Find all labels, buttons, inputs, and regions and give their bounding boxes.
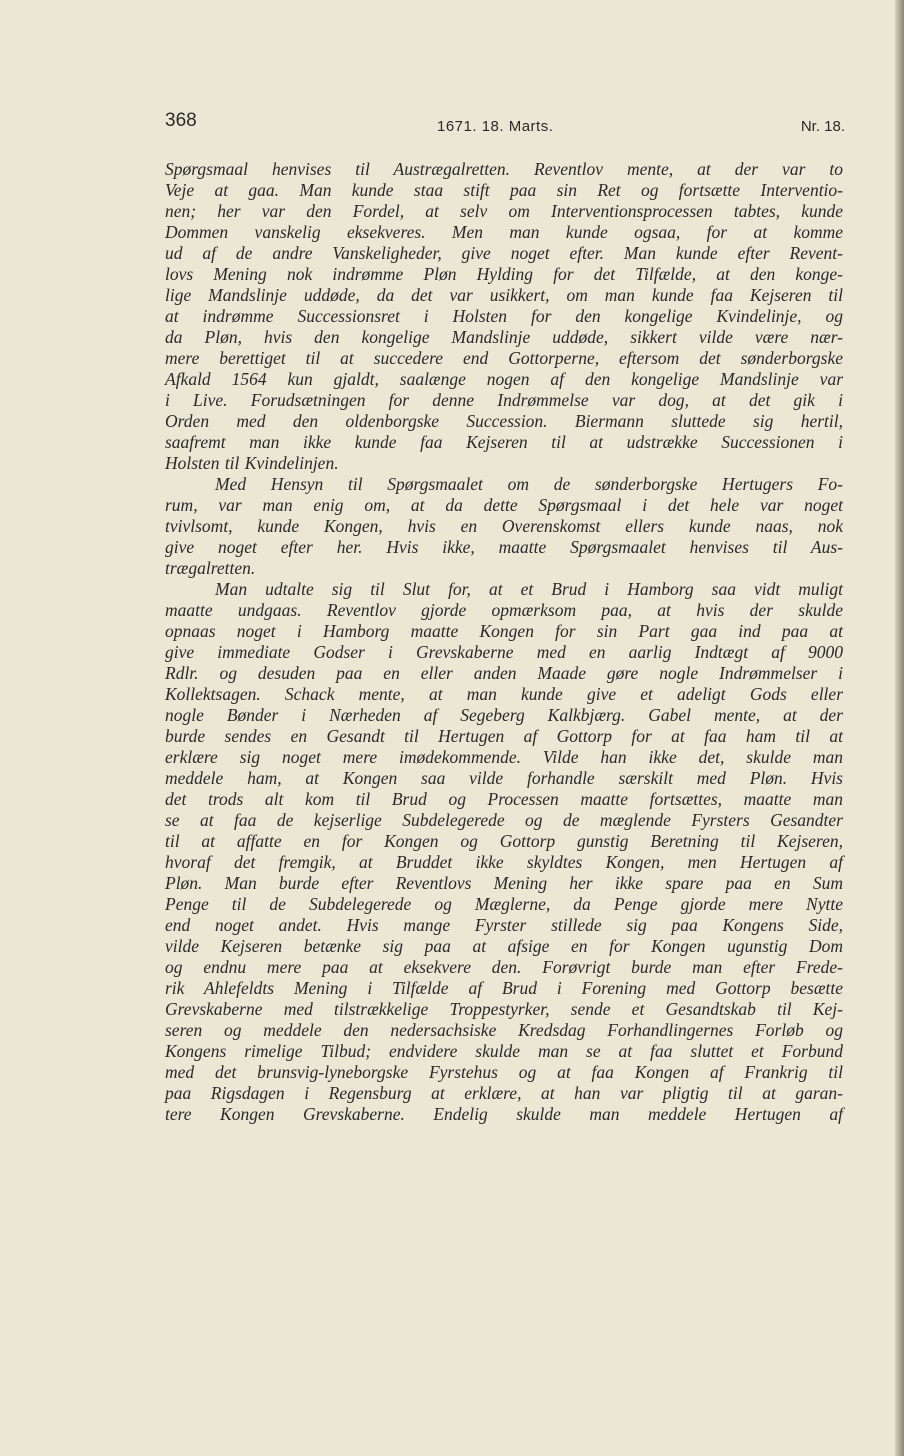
text-line: rik Ahlefeldts Mening i Tilfælde af Brud i Forening med Gottorp besætte	[165, 978, 843, 998]
text-line: nen; her var den Fordel, at selv om Interventionsprocessen tabtes, kunde	[165, 201, 843, 221]
document-number: Nr. 18.	[800, 118, 845, 135]
text-line: i Live. Forudsætningen for denne Indrømmelse var dog, at det gik i	[165, 390, 843, 410]
text-line: Rdlr. og desuden paa en eller anden Maade gøre nogle Indrømmelser i	[165, 663, 843, 683]
text-line: saafremt man ikke kunde faa Kejseren til at udstrække Successionen i	[165, 432, 843, 452]
text-line: opnaas noget i Hamborg maatte Kongen for sin Part gaa ind paa at	[165, 621, 843, 641]
text-line: det trods alt kom til Brud og Processen maatte fortsættes, maatte man	[165, 789, 843, 809]
text-line: hvoraf det fremgik, at Bruddet ikke skyldtes Kongen, men Hertugen af	[165, 852, 843, 872]
text-line: tere Kongen Grevskaberne. Endelig skulde man meddele Hertugen af	[165, 1104, 843, 1124]
text-line: rum, var man enig om, at da dette Spørgsmaal i det hele var noget	[165, 495, 843, 515]
text-line: trægalretten.	[165, 558, 256, 578]
text-line: og endnu mere paa at eksekvere den. Forøvrigt burde man efter Frede-	[165, 957, 843, 977]
text-line: give noget efter her. Hvis ikke, maatte Spørgsmaalet henvises til Aus-	[165, 537, 843, 557]
text-line: Afkald 1564 kun gjaldt, saalænge nogen af den kongelige Mandslinje var	[165, 369, 843, 389]
page-number: 368	[165, 110, 197, 131]
text-line: tvivlsomt, kunde Kongen, hvis en Overenskomst ellers kunde naas, nok	[165, 516, 843, 536]
text-line: Med Hensyn til Spørgsmaalet om de sønderborgske Hertugers Fo-	[215, 474, 843, 494]
paragraph	[165, 474, 843, 579]
text-line: nogle Bønder i Nærheden af Segeberg Kalkbjærg. Gabel mente, at der	[165, 705, 843, 725]
text-line: give immediate Godser i Grevskaberne med en aarlig Indtægt af 9000	[165, 642, 843, 662]
text-line: at indrømme Successionsret i Holsten for den kongelige Kvindelinje, og	[165, 306, 843, 326]
text-line: end noget andet. Hvis mange Fyrster stillede sig paa Kongens Side,	[165, 915, 843, 935]
text-line: erklære sig noget mere imødekommende. Vilde han ikke det, skulde man	[165, 747, 843, 767]
text-line: mere berettiget til at succedere end Gottorperne, eftersom det sønderborgske	[165, 348, 843, 368]
body-text	[165, 159, 843, 1125]
text-line: da Pløn, hvis den kongelige Mandslinje uddøde, sikkert vilde være nær-	[165, 327, 843, 347]
text-line: med det brunsvig-lyneborgske Fyrstehus og at faa Kongen af Frankrig til	[165, 1062, 843, 1082]
text-line: se at faa de kejserlige Subdelegerede og de mæglende Fyrsters Gesandter	[165, 810, 843, 830]
text-line: Pløn. Man burde efter Reventlovs Mening her ikke spare paa en Sum	[165, 873, 843, 893]
text-line: maatte undgaas. Reventlov gjorde opmærksom paa, at hvis der skulde	[165, 600, 843, 620]
text-line: lovs Mening nok indrømme Pløn Hylding for det Tilfælde, at den konge-	[165, 264, 843, 284]
paragraph	[165, 159, 843, 474]
text-line: burde sendes en Gesandt til Hertugen af Gottorp for at faa ham til at	[165, 726, 843, 746]
text-line: lige Mandslinje uddøde, da det var usikkert, om man kunde faa Kejseren til	[165, 285, 843, 305]
text-line: paa Rigsdagen i Regensburg at erklære, at han var pligtig til at garan-	[165, 1083, 843, 1103]
text-line: ud af de andre Vanskeligheder, give noget efter. Man kunde efter Revent-	[165, 243, 843, 263]
text-line: Grevskaberne med tilstrækkelige Troppestyrker, sende et Gesandtskab til Kej-	[165, 999, 843, 1019]
page-edge	[895, 0, 904, 1456]
text-line: Man udtalte sig til Slut for, at et Brud i Hamborg saa vidt muligt	[215, 579, 843, 599]
text-line: Spørgsmaal henvises til Austrægalretten. Reventlov mente, at der var to	[165, 159, 843, 179]
text-line: Kongens rimelige Tilbud; endvidere skulde man se at faa sluttet et Forbund	[165, 1041, 843, 1061]
text-line: meddele ham, at Kongen saa vilde forhandle særskilt med Pløn. Hvis	[165, 768, 843, 788]
text-line: til at affatte en for Kongen og Gottorp gunstig Beretning til Kejseren,	[165, 831, 843, 851]
paragraph	[165, 579, 843, 1125]
text-line: Veje at gaa. Man kunde staa stift paa sin Ret og fortsætte Interventio-	[165, 180, 843, 200]
text-line: Orden med den oldenborgske Succession. Biermann sluttede sig hertil,	[165, 411, 843, 431]
header-date: 1671. 18. Marts.	[437, 118, 554, 135]
text-line: Holsten til Kvindelinjen.	[165, 453, 339, 473]
text-line: Kollektsagen. Schack mente, at man kunde give et adeligt Gods eller	[165, 684, 843, 704]
text-line: seren og meddele den nedersachsiske Kredsdag Forhandlingernes Forløb og	[165, 1020, 843, 1040]
text-line: Penge til de Subdelegerede og Mæglerne, da Penge gjorde mere Nytte	[165, 894, 843, 914]
text-line: vilde Kejseren betænke sig paa at afsige en for Kongen ugunstig Dom	[165, 936, 843, 956]
text-line: Dommen vanskelig eksekveres. Men man kunde ogsaa, for at komme	[165, 222, 843, 242]
running-header	[165, 104, 845, 134]
